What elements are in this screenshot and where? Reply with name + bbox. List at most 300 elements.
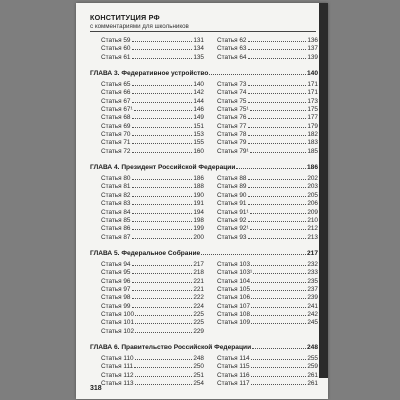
leader-dots — [135, 376, 193, 377]
article-page: 233 — [307, 269, 318, 277]
chapter-title: ГЛАВА 3. Федеративное устройство — [90, 70, 209, 78]
article-label: Статья 108 — [217, 310, 251, 318]
article-page: 144 — [193, 97, 204, 105]
toc-entry — [101, 294, 204, 302]
article-page: 182 — [307, 131, 318, 139]
article-label: Статья 69 — [101, 122, 131, 130]
leader-dots — [135, 359, 193, 360]
toc-entry — [217, 319, 318, 327]
toc-entry — [217, 106, 318, 114]
article-page: 261 — [307, 371, 318, 379]
article-page: 190 — [193, 191, 204, 199]
article-label: Статья 106 — [217, 294, 251, 302]
article-label: Статья 109 — [217, 319, 251, 327]
leader-dots — [248, 238, 307, 239]
toc-entry — [217, 148, 318, 156]
leader-dots — [248, 221, 307, 222]
toc-entry — [217, 37, 318, 45]
entry-column-right — [204, 81, 318, 156]
leader-dots — [132, 196, 193, 197]
article-label: Статья 79¹ — [217, 147, 249, 155]
article-page: 173 — [307, 97, 318, 105]
article-page: 139 — [307, 53, 318, 61]
article-label: Статья 91¹ — [217, 208, 249, 216]
article-label: Статья 92¹ — [217, 225, 249, 233]
toc-section — [90, 164, 318, 242]
article-page: 199 — [193, 225, 204, 233]
article-label: Статья 76 — [217, 114, 247, 122]
article-label: Статья 92 — [217, 216, 247, 224]
leader-dots — [132, 307, 193, 308]
article-label: Статья 87 — [101, 233, 131, 241]
article-label: Статья 116 — [217, 371, 250, 379]
article-label: Статья 95 — [101, 269, 131, 277]
article-label: Статья 79 — [217, 139, 247, 147]
article-page: 261 — [307, 380, 318, 387]
toc-entry — [101, 114, 204, 122]
toc-entry — [217, 286, 318, 294]
article-label: Статья 90 — [217, 191, 247, 199]
article-page: 205 — [307, 191, 318, 199]
article-label: Статья 110 — [101, 354, 134, 362]
article-page: 248 — [193, 354, 204, 362]
leader-dots — [132, 204, 193, 205]
toc-entry — [217, 209, 318, 217]
article-page: 194 — [193, 208, 204, 216]
toc-entry — [217, 380, 318, 388]
leader-dots — [132, 58, 193, 59]
leader-dots — [132, 49, 193, 50]
article-label: Статья 66 — [101, 89, 131, 97]
article-label: Статья 65 — [101, 81, 131, 89]
book-page — [76, 3, 328, 399]
chapter-side-tab — [319, 3, 328, 378]
article-page: 155 — [193, 139, 204, 147]
article-page: 140 — [193, 81, 204, 89]
article-label: Статья 82 — [101, 191, 131, 199]
article-label: Статья 97 — [101, 285, 131, 293]
article-page: 225 — [193, 319, 204, 327]
entry-column-left — [90, 261, 204, 336]
leader-dots — [248, 41, 307, 42]
leader-dots — [132, 41, 193, 42]
article-page: 175 — [307, 106, 318, 114]
article-page: 250 — [193, 363, 204, 371]
article-page: 198 — [193, 216, 204, 224]
article-label: Статья 103¹ — [217, 269, 253, 277]
leader-dots — [132, 93, 193, 94]
article-label: Статья 107 — [217, 302, 251, 310]
leader-dots — [250, 229, 307, 230]
toc-entry — [217, 114, 318, 122]
article-label: Статья 86 — [101, 225, 131, 233]
toc-entry — [101, 81, 204, 89]
article-page: 149 — [193, 114, 204, 122]
toc-entry — [101, 303, 204, 311]
leader-dots — [134, 367, 192, 368]
toc-entry — [101, 98, 204, 106]
article-label: Статья 70 — [101, 131, 131, 139]
leader-dots — [132, 238, 193, 239]
toc-entry — [217, 269, 318, 277]
article-label: Статья 100 — [101, 310, 135, 318]
article-page: 222 — [193, 294, 204, 302]
leader-dots — [132, 118, 193, 119]
leader-dots — [132, 135, 193, 136]
article-label: Статья 68 — [101, 114, 131, 122]
entry-column-left — [90, 355, 204, 388]
article-page: 146 — [193, 106, 204, 114]
entry-columns — [90, 81, 318, 156]
article-label: Статья 91 — [217, 200, 247, 208]
toc-entry — [217, 311, 318, 319]
article-page: 142 — [193, 89, 204, 97]
article-label: Статья 85 — [101, 216, 131, 224]
toc-entry — [101, 372, 204, 380]
article-label: Статья 115 — [217, 363, 250, 371]
article-label: Статья 78 — [217, 131, 247, 139]
toc-entry — [101, 217, 204, 225]
article-label: Статья 105 — [217, 285, 251, 293]
article-label: Статья 73 — [217, 81, 247, 89]
article-label: Статья 59 — [101, 37, 131, 44]
leader-dots — [135, 384, 193, 385]
article-label: Статья 63 — [217, 45, 247, 53]
leader-dots — [251, 265, 306, 266]
article-label: Статья 117 — [217, 380, 250, 387]
leader-dots — [248, 93, 307, 94]
toc-entry — [101, 89, 204, 97]
article-label: Статья 60 — [101, 45, 131, 53]
article-page: 206 — [307, 200, 318, 208]
toc-entry — [217, 175, 318, 183]
chapter-heading — [90, 70, 318, 79]
toc-entry — [217, 278, 318, 286]
article-page: 210 — [307, 216, 318, 224]
leader-dots — [248, 58, 307, 59]
leader-dots — [251, 376, 307, 377]
article-page: 151 — [193, 122, 204, 130]
article-page: 160 — [193, 147, 204, 155]
leader-dots — [251, 290, 306, 291]
article-label: Статья 103 — [217, 260, 251, 268]
leader-dots — [248, 135, 307, 136]
header-title: КОНСТИТУЦИЯ РФ — [90, 13, 160, 22]
toc-entry — [101, 131, 204, 139]
toc-entry — [101, 355, 204, 363]
leader-dots — [132, 143, 193, 144]
entry-column-left — [90, 81, 204, 156]
article-page: 218 — [193, 269, 204, 277]
entry-columns — [90, 355, 318, 388]
toc-entry — [101, 261, 204, 269]
toc-entry — [101, 45, 204, 53]
toc-entry — [101, 328, 204, 336]
article-label: Статья 101 — [101, 319, 135, 327]
leader-dots — [251, 367, 307, 368]
leader-dots — [132, 152, 193, 153]
leader-dots — [248, 49, 307, 50]
article-label: Статья 99 — [101, 302, 131, 310]
chapter-heading — [90, 164, 318, 173]
toc-entry — [101, 54, 204, 62]
leader-dots — [250, 152, 307, 153]
article-page: 183 — [307, 139, 318, 147]
toc-entry — [101, 148, 204, 156]
article-page: 137 — [307, 45, 318, 53]
article-page: 191 — [193, 200, 204, 208]
chapter-title: ГЛАВА 4. Президент Российской Федерации — [90, 164, 236, 172]
chapter-heading — [90, 250, 318, 259]
leader-dots — [132, 265, 193, 266]
entry-column-right — [204, 261, 318, 336]
toc-section — [90, 37, 318, 62]
article-page: 209 — [307, 208, 318, 216]
article-label: Статья 111 — [101, 363, 134, 371]
article-page: 177 — [307, 114, 318, 122]
article-page: 136 — [307, 37, 318, 44]
leader-dots — [132, 187, 193, 188]
article-label: Статья 75 — [217, 97, 247, 105]
toc-entry — [217, 355, 318, 363]
leader-dots — [248, 127, 307, 128]
entry-columns — [90, 37, 318, 62]
leader-dots — [132, 298, 193, 299]
entry-column-left — [90, 175, 204, 242]
toc-entry — [217, 139, 318, 147]
leader-dots — [135, 332, 192, 333]
toc-entry — [101, 192, 204, 200]
article-label: Статья 72 — [101, 147, 131, 155]
entry-column-left — [90, 37, 204, 62]
toc-entry — [101, 183, 204, 191]
toc-entry — [217, 261, 318, 269]
article-label: Статья 74 — [217, 89, 247, 97]
leader-dots — [248, 85, 307, 86]
toc-entry — [217, 131, 318, 139]
entry-column-right — [204, 175, 318, 242]
article-page: 221 — [193, 277, 204, 285]
article-page: 202 — [307, 175, 318, 183]
article-page: 242 — [307, 310, 318, 318]
article-page: 221 — [193, 285, 204, 293]
article-label: Статья 75¹ — [217, 106, 249, 114]
toc-entry — [101, 123, 204, 131]
chapter-page: 217 — [306, 249, 318, 257]
article-page: 235 — [307, 277, 318, 285]
article-page: 232 — [307, 260, 318, 268]
leader-dots — [236, 168, 306, 169]
toc-section — [90, 70, 318, 156]
toc-entry — [217, 81, 318, 89]
article-page: 255 — [307, 354, 318, 362]
article-label: Статья 114 — [217, 354, 250, 362]
toc-entry — [101, 363, 204, 371]
leader-dots — [251, 307, 306, 308]
running-header — [90, 13, 318, 32]
toc-entry — [217, 363, 318, 371]
article-page: 254 — [193, 380, 204, 387]
entry-columns — [90, 261, 318, 336]
toc-entry — [101, 200, 204, 208]
toc-entry — [217, 89, 318, 97]
toc-entry — [101, 286, 204, 294]
toc-entry — [217, 372, 318, 380]
article-page: 241 — [307, 302, 318, 310]
article-label: Статья 93 — [217, 233, 247, 241]
toc-entry — [217, 45, 318, 53]
toc-entry — [101, 234, 204, 242]
article-page: 217 — [193, 260, 204, 268]
article-label: Статья 89 — [217, 183, 247, 191]
leader-dots — [248, 204, 307, 205]
leader-dots — [132, 282, 193, 283]
leader-dots — [248, 179, 307, 180]
toc-entry — [101, 106, 204, 114]
article-page: 229 — [193, 327, 204, 335]
leader-dots — [251, 384, 307, 385]
article-label: Статья 88 — [217, 175, 247, 183]
article-label: Статья 67¹ — [101, 106, 133, 114]
toc-entry — [217, 225, 318, 233]
article-page: 245 — [307, 319, 318, 327]
article-page: 239 — [307, 294, 318, 302]
article-label: Статья 67 — [101, 97, 131, 105]
header-subtitle: с комментариями для школьников — [90, 23, 189, 30]
article-page: 224 — [193, 302, 204, 310]
toc-entry — [101, 278, 204, 286]
article-label: Статья 104 — [217, 277, 251, 285]
article-label: Статья 77 — [217, 122, 247, 130]
entry-column-right — [204, 37, 318, 62]
leader-dots — [132, 290, 193, 291]
toc-entry — [217, 98, 318, 106]
article-page: 213 — [307, 233, 318, 241]
article-label: Статья 62 — [217, 37, 247, 44]
article-label: Статья 64 — [217, 53, 247, 61]
toc-entry — [217, 234, 318, 242]
article-page: 179 — [307, 122, 318, 130]
article-page: 259 — [307, 363, 318, 371]
leader-dots — [250, 110, 307, 111]
toc-entry — [217, 294, 318, 302]
article-label: Статья 102 — [101, 327, 135, 335]
article-label: Статья 98 — [101, 294, 131, 302]
toc-entry — [101, 225, 204, 233]
article-label: Статья 94 — [101, 260, 131, 268]
leader-dots — [134, 110, 193, 111]
toc-entry — [101, 311, 204, 319]
leader-dots — [201, 254, 306, 255]
toc-entry — [217, 217, 318, 225]
article-page: 131 — [193, 37, 204, 44]
leader-dots — [135, 315, 192, 316]
article-label: Статья 96 — [101, 277, 131, 285]
article-page: 186 — [193, 175, 204, 183]
toc-entry — [101, 380, 204, 388]
article-label: Статья 71 — [101, 139, 131, 147]
leader-dots — [132, 273, 193, 274]
leader-dots — [251, 315, 306, 316]
article-page: 203 — [307, 183, 318, 191]
chapter-page: 248 — [306, 343, 318, 351]
article-page: 171 — [307, 89, 318, 97]
toc-entry — [101, 269, 204, 277]
entry-columns — [90, 175, 318, 242]
toc-entry — [217, 192, 318, 200]
article-page: 185 — [307, 147, 318, 155]
toc-section — [90, 344, 318, 388]
article-page: 237 — [307, 285, 318, 293]
article-page: 171 — [307, 81, 318, 89]
article-label: Статья 80 — [101, 175, 131, 183]
article-label: Статья 61 — [101, 53, 131, 61]
leader-dots — [248, 143, 307, 144]
chapter-page: 140 — [306, 70, 318, 78]
leader-dots — [132, 179, 193, 180]
article-page: 135 — [193, 53, 204, 61]
leader-dots — [132, 229, 193, 230]
leader-dots — [251, 282, 306, 283]
article-page: 188 — [193, 183, 204, 191]
toc-entry — [217, 200, 318, 208]
toc-entry — [217, 54, 318, 62]
leader-dots — [251, 323, 306, 324]
article-label: Статья 84 — [101, 208, 131, 216]
toc-section — [90, 250, 318, 336]
leader-dots — [132, 221, 193, 222]
toc-entry — [101, 319, 204, 327]
leader-dots — [132, 213, 193, 214]
leader-dots — [132, 102, 193, 103]
leader-dots — [252, 348, 306, 349]
leader-dots — [253, 273, 306, 274]
leader-dots — [248, 187, 307, 188]
leader-dots — [132, 127, 193, 128]
toc-entry — [217, 123, 318, 131]
page-number: 318 — [90, 385, 102, 392]
article-page: 200 — [193, 233, 204, 241]
leader-dots — [132, 85, 193, 86]
leader-dots — [135, 323, 192, 324]
article-page: 251 — [193, 371, 204, 379]
leader-dots — [251, 298, 306, 299]
article-label: Статья 83 — [101, 200, 131, 208]
chapter-page: 186 — [306, 164, 318, 172]
chapter-heading — [90, 344, 318, 353]
leader-dots — [209, 74, 306, 75]
toc-entry — [101, 175, 204, 183]
leader-dots — [248, 118, 307, 119]
article-label: Статья 112 — [101, 371, 134, 379]
toc-entry — [217, 303, 318, 311]
toc-entry — [217, 183, 318, 191]
table-of-contents — [90, 37, 318, 396]
leader-dots — [251, 359, 307, 360]
article-label: Статья 113 — [101, 380, 134, 387]
article-page: 212 — [307, 225, 318, 233]
toc-entry — [101, 37, 204, 45]
leader-dots — [250, 213, 307, 214]
article-label: Статья 81 — [101, 183, 131, 191]
leader-dots — [248, 196, 307, 197]
article-page: 153 — [193, 131, 204, 139]
entry-column-right — [204, 355, 318, 388]
chapter-title: ГЛАВА 5. Федеральное Собрание — [90, 249, 201, 257]
header-rule — [90, 31, 316, 32]
article-page: 225 — [193, 310, 204, 318]
toc-entry — [101, 139, 204, 147]
